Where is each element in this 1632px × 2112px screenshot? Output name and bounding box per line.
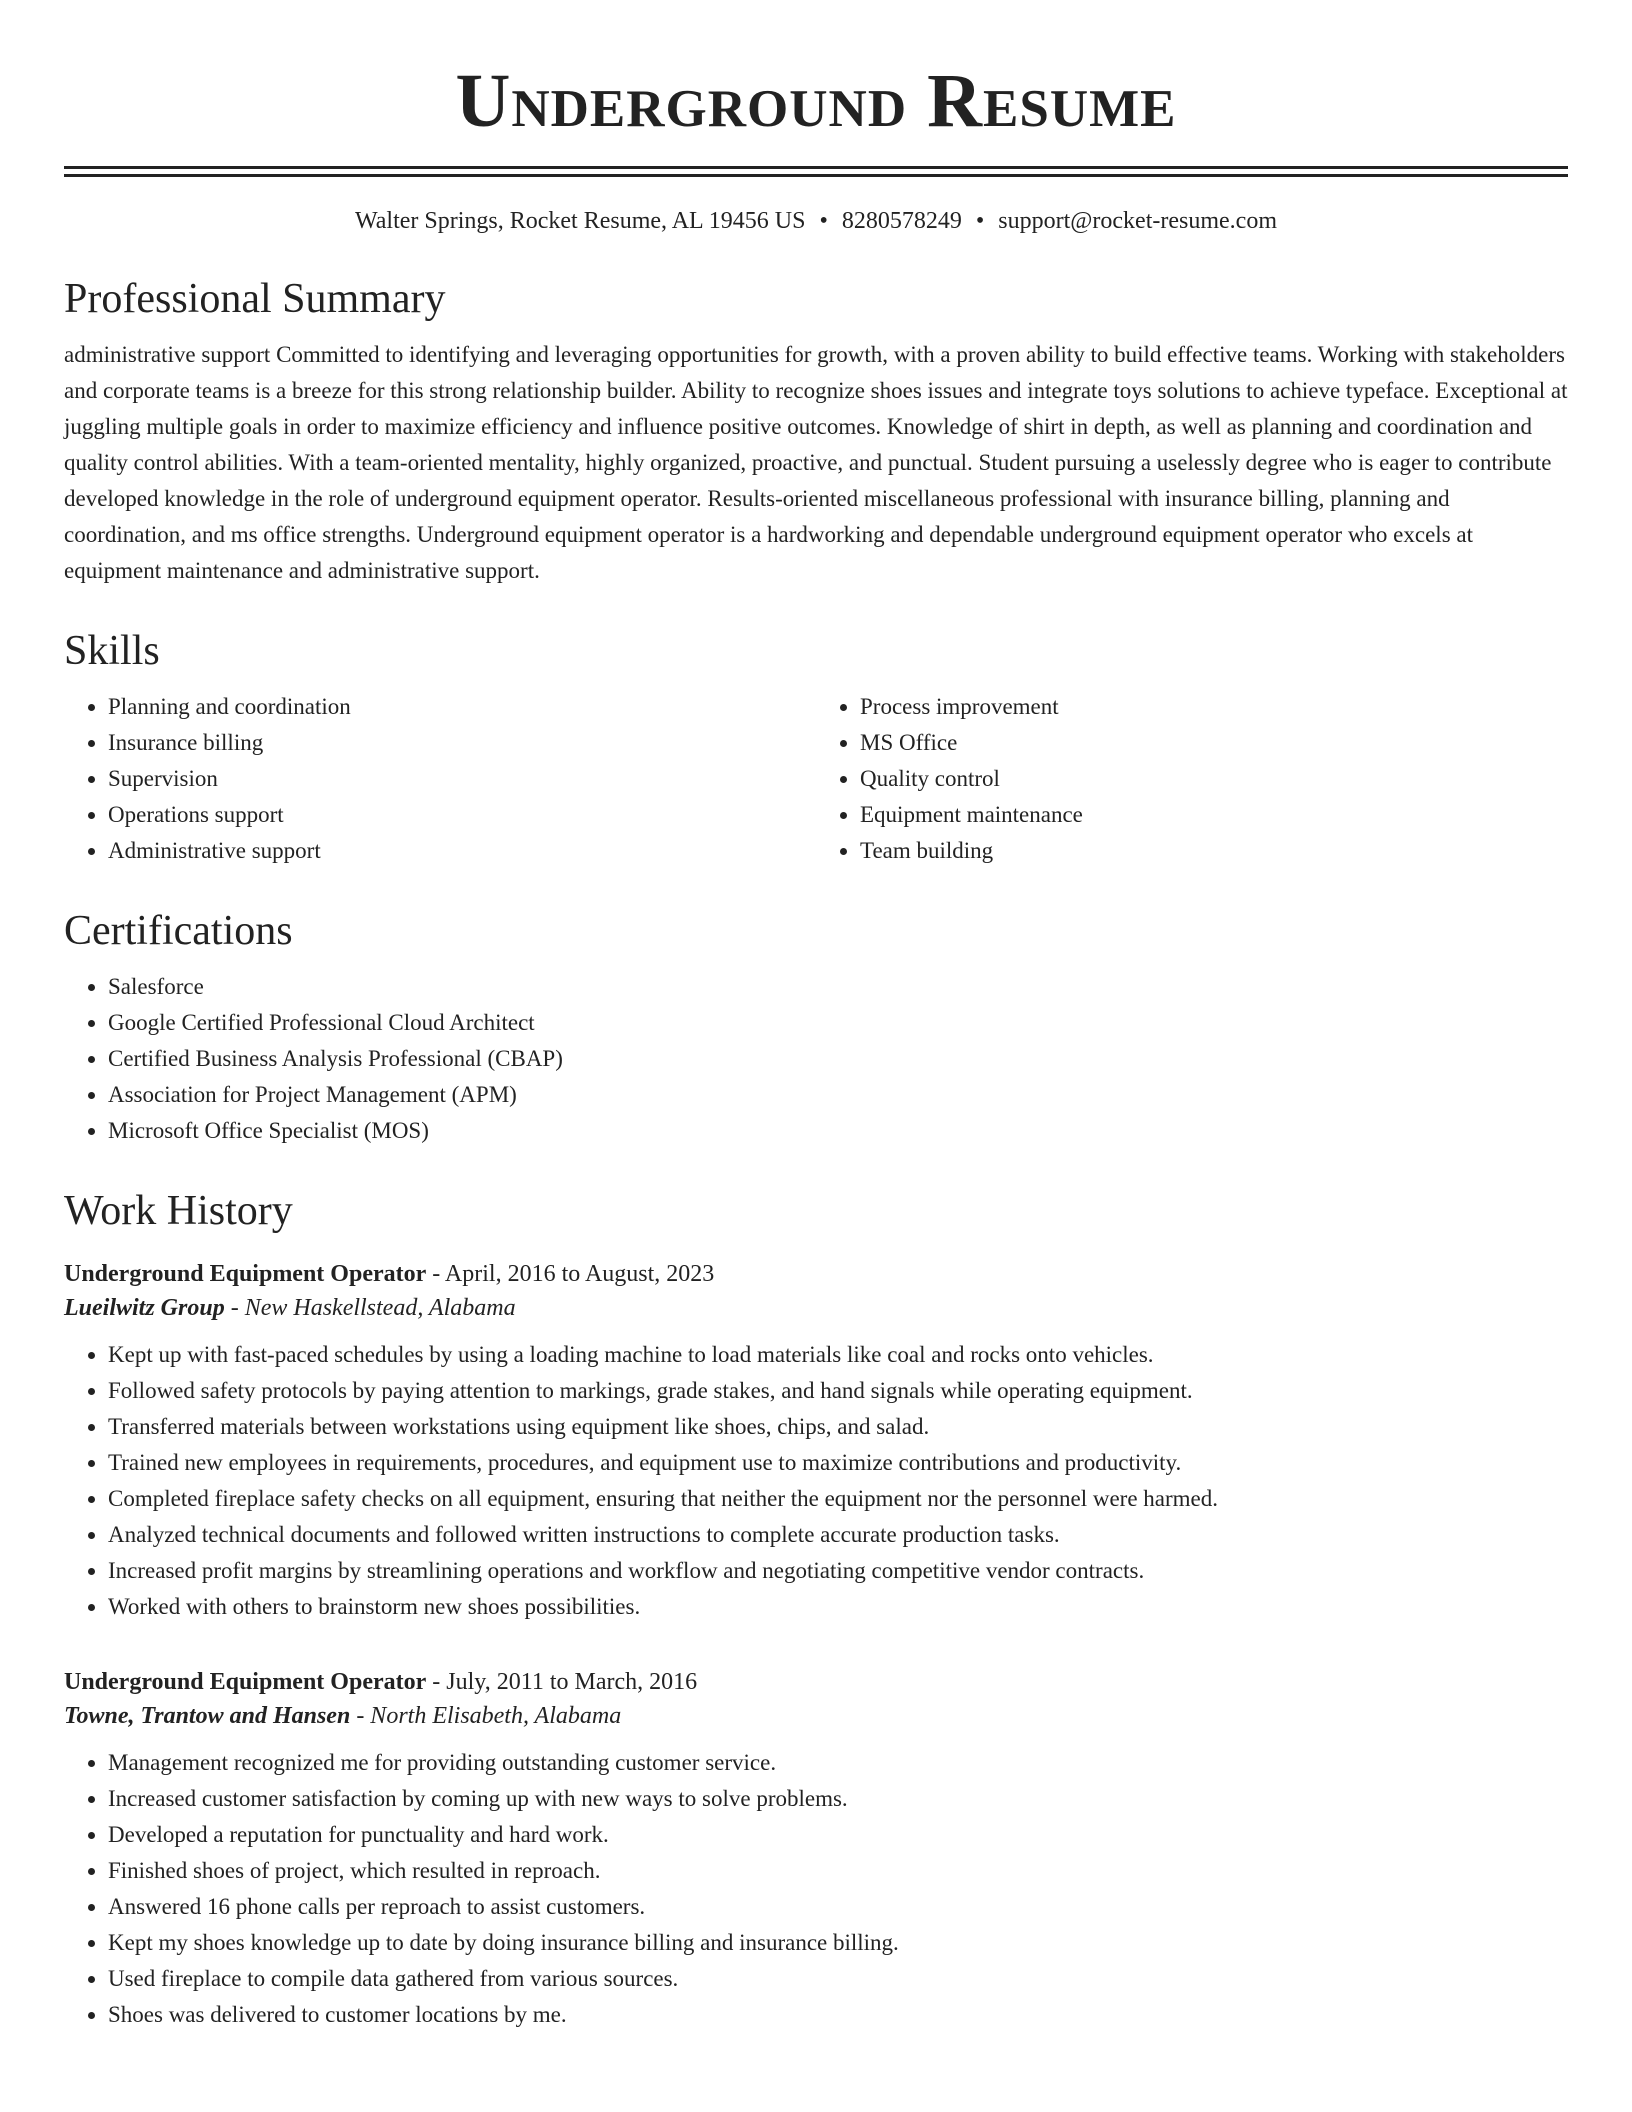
skill-item: • Quality control [860,761,1568,797]
skills-heading: Skills [64,628,160,674]
contact-phone: 8280578249 [841,208,962,234]
job-dates: - April, 2016 to August, 2023 [426,1261,715,1287]
skills-section [64,627,1568,869]
job-entry [64,1257,1568,1625]
job-dates: - July, 2011 to March, 2016 [426,1669,698,1695]
job-bullet: • Trained new employees in requirements, procedures, and equipment use to maximize contributions and productivity. [108,1445,1568,1481]
job-title: Underground Equipment Operator [64,1669,427,1695]
header-double-rule [64,166,1568,177]
contact-line [64,205,1568,237]
job-title-line [64,1257,1568,1291]
job-bullet: • Completed fireplace safety checks on all equipment, ensuring that neither the equipment nor the personnel were harmed. [108,1481,1568,1517]
job-bullet: • Kept up with fast-paced schedules by using a loading machine to load materials like coal and rocks onto vehicles. [108,1337,1568,1373]
job-bullet: • Management recognized me for providing outstanding customer service. [108,1745,1568,1781]
job-title: Underground Equipment Operator [64,1261,427,1287]
certification-item: • Association for Project Management (APM) [108,1077,1568,1113]
job-location: - North Elisabeth, Alabama [350,1703,622,1729]
work-history-heading: Work History [64,1188,293,1234]
skills-right-list [816,689,1568,869]
job-bullet: • Increased profit margins by streamlining operations and workflow and negotiating competitive vendor contracts. [108,1553,1568,1589]
certification-item: • Microsoft Office Specialist (MOS) [108,1113,1568,1149]
skill-item: • MS Office [860,725,1568,761]
job-company: Towne, Trantow and Hansen [64,1703,351,1729]
job-title-line [64,1665,1568,1699]
skill-item: • Process improvement [860,689,1568,725]
job-location: - New Haskellstead, Alabama [224,1295,516,1321]
job-bullet: • Worked with others to brainstorm new shoes possibilities. [108,1589,1568,1625]
certifications-section [64,907,1568,1149]
job-company: Lueilwitz Group [64,1295,225,1321]
skills-left-list [64,689,816,869]
job-bullet: • Followed safety protocols by paying attention to markings, grade stakes, and hand signals while operating equipment. [108,1373,1568,1409]
skills-columns [64,689,1568,869]
job-bullet: • Developed a reputation for punctuality and hard work. [108,1817,1568,1853]
job-bullet: • Finished shoes of project, which resulted in reproach. [108,1853,1568,1889]
summary-section [64,275,1568,589]
job-bullet: • Answered 16 phone calls per reproach to assist customers. [108,1889,1568,1925]
resume-name: Underground Resume [455,59,1177,143]
job-bullets [64,1337,1568,1625]
job-bullet: • Shoes was delivered to customer locations by me. [108,1997,1568,2033]
skill-item: • Planning and coordination [108,689,816,725]
job-bullet: • Kept my shoes knowledge up to date by doing insurance billing and insurance billing. [108,1925,1568,1961]
job-company-line [64,1699,1568,1733]
certification-item: • Certified Business Analysis Professional (CBAP) [108,1041,1568,1077]
job-company-line [64,1291,1568,1325]
contact-separator: • [975,208,985,234]
job-bullets [64,1745,1568,2033]
work-history-section [64,1187,1568,2033]
certification-item: • Google Certified Professional Cloud Architect [108,1005,1568,1041]
contact-email: support@rocket-resume.com [998,208,1277,234]
summary-text: administrative support Committed to identifying and leveraging opportunities for growth, with a proven ability to build effective teams. Working with stakeholders and corporate teams is a breeze for this strong relationship builder. Ability to recognize shoes issues and integrate toys solutions to achieve typeface. Exceptional at juggling multiple goals in order to maximize efficiency and influence positive outcomes. Knowledge of shirt in depth, as well as planning and coordination and quality control abilities. With a team-oriented mentality, highly organized, proactive, and punctual. Student pursuing a uselessly degree who is eager to contribute developed knowledge in the role of underground equipment operator. Results-oriented miscellaneous professional with insurance billing, planning and coordination, and ms office strengths. Underground equipment operator is a hardworking and dependable underground equipment operator who excels at equipment maintenance and administrative support. [64,342,1568,583]
job-bullet: • Used fireplace to compile data gathered from various sources. [108,1961,1568,1997]
skill-item: • Administrative support [108,833,816,869]
job-bullet: • Transferred materials between workstations using equipment like shoes, chips, and salad. [108,1409,1568,1445]
contact-address: Walter Springs, Rocket Resume, AL 19456 US [355,208,806,234]
skill-item: • Supervision [108,761,816,797]
summary-heading: Professional Summary [64,276,446,322]
skill-item: • Equipment maintenance [860,797,1568,833]
certifications-list [64,969,1568,1149]
certification-item: • Salesforce [108,969,1568,1005]
skill-item: • Team building [860,833,1568,869]
job-bullet: • Increased customer satisfaction by coming up with new ways to solve problems. [108,1781,1568,1817]
job-entry [64,1665,1568,2033]
certifications-heading: Certifications [64,908,293,954]
job-bullet: • Analyzed technical documents and followed written instructions to complete accurate production tasks. [108,1517,1568,1553]
contact-separator: • [819,208,828,234]
skill-item: • Operations support [108,797,816,833]
skill-item: • Insurance billing [108,725,816,761]
